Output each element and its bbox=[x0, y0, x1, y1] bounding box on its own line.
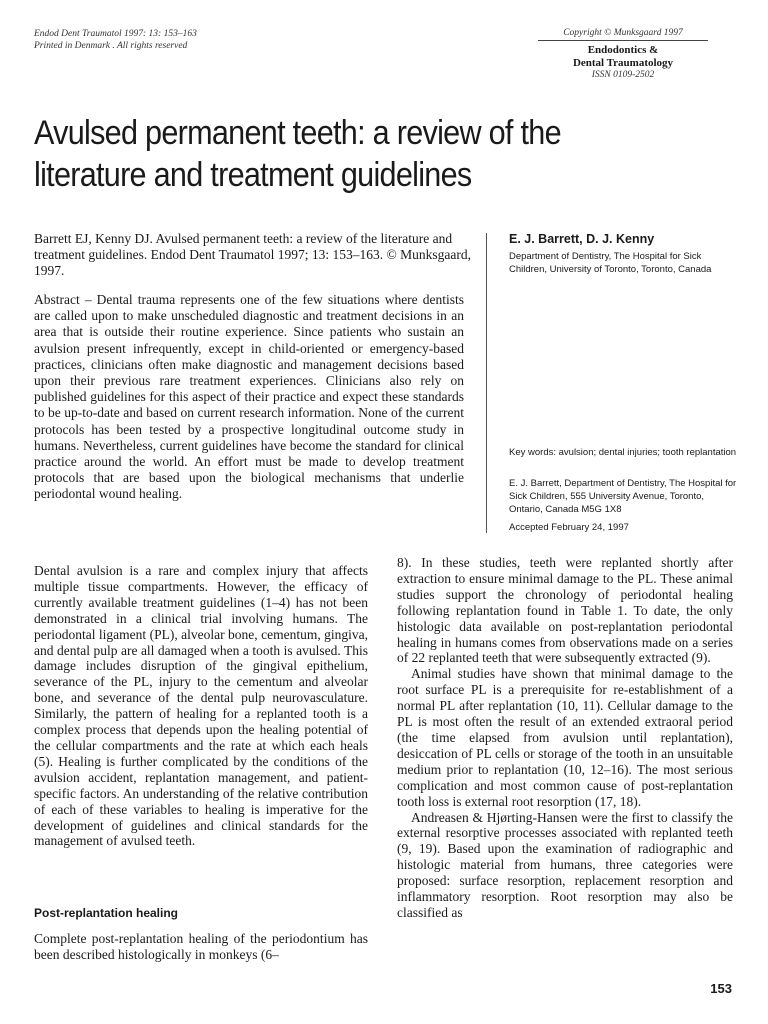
body-paragraph: Dental avulsion is a rare and complex injury that affects multiple tissue compartments. However, the efficacy of currently available treatment guidelines (1–4) has not been demonstrated in a clinical trial involving humans. The periodontal ligament (PL), alveolar bone, cementum, gingiva, and dental pulp are all damaged when a tooth is avulsed. This damage includes disruption of the gingival epithelium, severance of the PL, injury to the cementum and alveolar bone, and severance of the dental pulp neurovasculature. Similarly, the pattern of healing for a replanted tooth is a complex process that depends upon the healing potential of the cellular compartments and the rate at which each heals (5). Healing is further complicated by the conditions of the avulsion accident, replantation management, and patient-specific factors. An understanding of the relative contribution of each of these variables to healing is imperative for the development of guidelines and clinical standards for the management of avulsed teeth. bbox=[34, 563, 368, 849]
article-title bbox=[34, 112, 664, 196]
header-citation-line: Endod Dent Traumatol 1997: 13: 153–163 bbox=[34, 29, 197, 39]
journal-masthead bbox=[538, 28, 708, 80]
section-heading: Post-replantation healing bbox=[34, 906, 179, 920]
body-paragraph: Complete post-replantation healing of the periodontium has been described histologically in monkeys (6– bbox=[34, 931, 368, 962]
copyright-line: Copyright © Munksgaard 1997 bbox=[538, 28, 708, 41]
abstract: Abstract – Dental trauma represents one of the few situations where dentists are called upon to make unscheduled diagnostic and treatment decisions in an area that is outside their routine experience. Since patients who sustain an avulsion present infrequently, except in child-oriented or emergency-based practices, clinicians often make diagnostic and management decisions based upon their previous rare treatment experiences. Clinicians also rely on published guidelines for this aspect of their practice and expect these standards to be up-to-date and based on current research information. None of the current protocols has been tested by a prospective longitudinal outcome study in humans. Nevertheless, current guidelines have become the standard for clinical practice around the world. An effort must be made to develop treatment protocols that are based upon the biological mechanisms that underlie periodontal wound healing. bbox=[34, 292, 464, 502]
journal-name-line2: Dental Traumatology bbox=[572, 57, 674, 69]
page-number: 153 bbox=[710, 981, 732, 996]
column-divider bbox=[486, 233, 487, 533]
body-column-right bbox=[397, 555, 733, 921]
article-citation: Barrett EJ, Kenny DJ. Avulsed permanent teeth: a review of the literature and treatment guidelines. Endod Dent Traumatol 1997; 13: 153–163. © Munksgaard, 1997. bbox=[34, 231, 471, 278]
body-paragraph: Animal studies have shown that minimal damage to the root surface PL is a prerequisite for re-establishment of a normal PL after replantation (10, 11). Cellular damage to the PL is most often the result of an extended extraoral period (the time elapsed from avulsion until replantation), desiccation of PL cells or storage of the tooth in an unsuitable medium prior to replantation (10, 12–16). The most serious complication and most common cause of post-replantation tooth loss is external root resorption (17, 18). bbox=[397, 666, 733, 809]
body-paragraph: Andreasen & Hjørting-Hansen were the first to classify the external resorptive processes associated with replanted teeth (9, 19). Based upon the examination of radiographic and histologic material from humans, three categories were proposed: surface resorption, replacement resorption and inflammatory resorption. Root resorption may also be classified as bbox=[397, 809, 733, 920]
body-column-left bbox=[34, 563, 368, 849]
author-affiliation: Department of Dentistry, The Hospital for Sick Children, University of Toronto, Toronto, Canada bbox=[509, 251, 712, 275]
header-print-line: Printed in Denmark . All rights reserved bbox=[34, 41, 188, 51]
keywords: Key words: avulsion; dental injuries; tooth replantation bbox=[509, 447, 737, 458]
journal-citation-header bbox=[34, 28, 197, 52]
title-line-1: Avulsed permanent teeth: a review of the bbox=[34, 114, 561, 152]
correspondence-address: E. J. Barrett, Department of Dentistry, The Hospital for Sick Children, 555 University Avenue, Toronto, Ontario, Canada M5G 1X8 bbox=[509, 478, 737, 515]
body-paragraph: 8). In these studies, teeth were replanted shortly after extraction to ensure minimal damage to the PL. These animal studies support the chronology of periodontal healing following replantation found in Table 1. To date, the only histologic data available on post-replantation periodontal healing in humans comes from observations made on a series of 22 replanted teeth that were subsequently extracted (9). bbox=[397, 555, 733, 666]
accepted-date: Accepted February 24, 1997 bbox=[509, 522, 629, 533]
author-names: E. J. Barrett, D. J. Kenny bbox=[509, 232, 655, 246]
body-column-left-continued bbox=[34, 931, 368, 963]
issn-line: ISSN 0109-2502 bbox=[591, 70, 655, 80]
journal-name-line1: Endodontics & bbox=[587, 44, 659, 56]
title-line-2: literature and treatment guidelines bbox=[34, 156, 472, 194]
